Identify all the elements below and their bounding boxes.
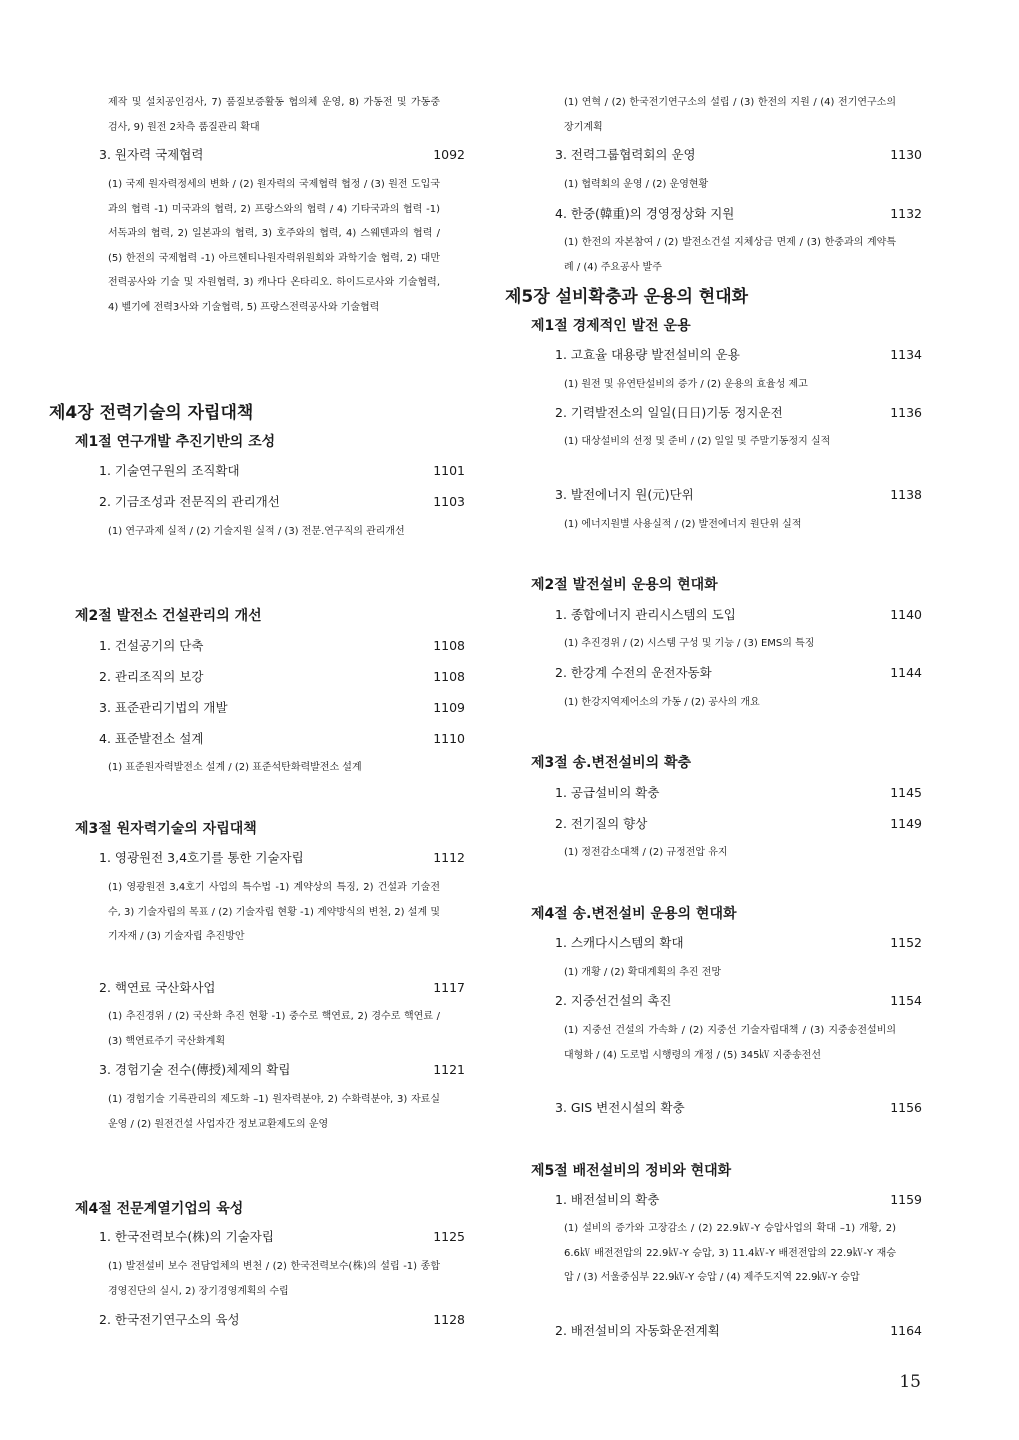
- toc-item-label: 1. 한국전력보수(株)의 기술자립: [99, 1229, 274, 1244]
- toc-item[interactable]: [555, 1099, 922, 1117]
- toc-sub-items: (1) 추진경위 / (2) 국산화 추진 현황 -1) 중수로 핵연료, 2) 경수로 핵연료 / (3) 핵연료주기 국산화계획: [108, 1011, 440, 1047]
- toc-item[interactable]: [99, 668, 465, 686]
- toc-page-number: 1140: [890, 607, 922, 622]
- toc-page-number: 1149: [890, 816, 922, 831]
- toc-item[interactable]: [555, 606, 922, 624]
- section-heading[interactable]: 제2절 발전소 건설관리의 개선: [75, 608, 262, 624]
- toc-item-label: 1. 배전설비의 확충: [555, 1192, 660, 1207]
- toc-item-label: 3. 표준관리기법의 개발: [99, 700, 228, 715]
- toc-page-number: 1112: [433, 850, 465, 865]
- toc-item-label: 1. 건설공기의 단축: [99, 638, 204, 653]
- toc-item[interactable]: [555, 486, 922, 504]
- toc-item-label: 2. 한국전기연구소의 육성: [99, 1312, 240, 1327]
- toc-item-label: 1. 영광원전 3,4호기를 통한 기술자립: [99, 850, 304, 865]
- chapter-heading[interactable]: 제5장 설비확충과 운용의 현대화: [505, 287, 749, 307]
- toc-item-label: 1. 공급설비의 확충: [555, 785, 660, 800]
- toc-item-label: 3. GIS 변전시설의 확충: [555, 1100, 685, 1115]
- toc-item-label: 1. 기술연구원의 조직확대: [99, 463, 240, 478]
- toc-item[interactable]: [99, 730, 465, 748]
- toc-page-number: 1152: [890, 935, 922, 950]
- toc-item-label: 2. 관리조직의 보강: [99, 669, 204, 684]
- toc-item[interactable]: [555, 146, 922, 164]
- toc-sub-items: (1) 협력회의 운영 / (2) 운영현황: [564, 179, 709, 190]
- toc-sub-items: (1) 추진경위 / (2) 시스템 구성 및 기능 / (3) EMS의 특징: [564, 638, 815, 649]
- toc-item[interactable]: [99, 849, 465, 867]
- toc-sub-items: (1) 원전 및 유연탄설비의 증가 / (2) 운용의 효율성 제고: [564, 379, 808, 390]
- toc-item-label: 3. 전력그룹협력회의 운영: [555, 147, 696, 162]
- toc-sub-items: (1) 영광원전 3,4호기 사업의 특수법 -1) 계약상의 특징, 2) 건설과 기술전수, 3) 기술자립의 목표 / (2) 기술자립 현황 -1) 계약방식의 변천, 2) 설계 및 기자재 / (3) 기술자립 추진방안: [108, 882, 440, 942]
- toc-page-number: 1138: [890, 487, 922, 502]
- toc-item-label: 1. 종합에너지 관리시스템의 도입: [555, 607, 736, 622]
- toc-sub-items: (1) 한전의 자본참여 / (2) 발전소건설 지체상금 면제 / (3) 한중과의 계약특례 / (4) 주요공사 발주: [564, 237, 896, 273]
- toc-page-number: 1154: [890, 993, 922, 1008]
- toc-sub-items: (1) 지중선 건설의 가속화 / (2) 지중선 기술자립대책 / (3) 지중송전설비의 대형화 / (4) 도로법 시행령의 개정 / (5) 345㎸ 지중송전선: [564, 1025, 896, 1061]
- toc-page-number: 1156: [890, 1100, 922, 1115]
- toc-page-number: 1136: [890, 405, 922, 420]
- toc-item-label: 4. 표준발전소 설계: [99, 731, 204, 746]
- section-heading[interactable]: 제1절 경제적인 발전 운용: [531, 318, 691, 334]
- toc-sub-items: (1) 표준원자력발전소 설계 / (2) 표준석탄화력발전소 설계: [108, 762, 362, 773]
- toc-item[interactable]: [555, 404, 922, 422]
- toc-page-number: 1164: [890, 1323, 922, 1338]
- toc-sub-items: (1) 에너지원별 사용실적 / (2) 발전에너지 원단위 실적: [564, 519, 802, 530]
- toc-item[interactable]: [99, 1061, 465, 1079]
- toc-item[interactable]: [555, 784, 922, 802]
- toc-item[interactable]: [555, 934, 922, 952]
- toc-sub-items: (1) 경험기술 기록관리의 제도화 –1) 원자력분야, 2) 수화력분야, 3) 자료실 운영 / (2) 원전건설 사업자간 정보교환제도의 운영: [108, 1094, 440, 1130]
- toc-item[interactable]: [555, 1191, 922, 1209]
- toc-item[interactable]: [555, 205, 922, 223]
- toc-page-number: 1117: [433, 980, 465, 995]
- toc-item-label: 3. 원자력 국제협력: [99, 147, 204, 162]
- toc-item-label: 2. 기력발전소의 일일(日日)기동 정지운전: [555, 405, 783, 420]
- toc-sub-items: (1) 정전감소대책 / (2) 규정전압 유지: [564, 847, 728, 858]
- toc-page-number: 1145: [890, 785, 922, 800]
- toc-sub-items: (1) 설비의 증가와 고장감소 / (2) 22.9㎸-Y 승압사업의 확대 –1) 개황, 2) 6.6㎸ 배전전압의 22.9㎸-Y 승압, 3) 11.4㎸-Y 배전전압의 22.9㎸-Y 재승압 / (3) 서울중심부 22.9㎸-Y 승압 / (4) 제주도지역 22.9㎸-Y 승압: [564, 1223, 896, 1283]
- page-number: 15: [899, 1372, 921, 1392]
- toc-item[interactable]: [99, 1311, 465, 1329]
- toc-item[interactable]: [555, 992, 922, 1010]
- toc-sub-items: (1) 연혁 / (2) 한국전기연구소의 설립 / (3) 한전의 지원 / (4) 전기연구소의 장기계획: [564, 97, 896, 133]
- section-heading[interactable]: 제2절 발전설비 운용의 현대화: [531, 577, 718, 593]
- toc-sub-items: (1) 개황 / (2) 확대계획의 추진 전망: [564, 967, 722, 978]
- toc-page-number: 1109: [433, 700, 465, 715]
- toc-page-number: 1144: [890, 665, 922, 680]
- toc-item-label: 2. 기금조성과 전문직의 관리개선: [99, 494, 280, 509]
- section-heading[interactable]: 제3절 원자력기술의 자립대책: [75, 821, 257, 837]
- toc-item[interactable]: [555, 1322, 922, 1340]
- toc-page-number: 1108: [433, 669, 465, 684]
- toc-item[interactable]: [99, 493, 465, 511]
- section-heading[interactable]: 제5절 배전설비의 정비와 현대화: [531, 1163, 732, 1179]
- toc-page-number: 1110: [433, 731, 465, 746]
- toc-item-label: 2. 배전설비의 자동화운전계획: [555, 1323, 720, 1338]
- toc-item[interactable]: [99, 146, 465, 164]
- toc-item-label: 2. 전기질의 향상: [555, 816, 648, 831]
- toc-page-number: 1134: [890, 347, 922, 362]
- toc-item-label: 2. 핵연료 국산화사업: [99, 980, 216, 995]
- toc-page-number: 1132: [890, 206, 922, 221]
- section-heading[interactable]: 제4절 전문계열기업의 육성: [75, 1201, 244, 1217]
- toc-page-number: 1159: [890, 1192, 922, 1207]
- toc-item[interactable]: [99, 462, 465, 480]
- toc-item[interactable]: [555, 815, 922, 833]
- toc-item-label: 2. 한강계 수전의 운전자동화: [555, 665, 712, 680]
- toc-item-label: 1. 스캐다시스템의 확대: [555, 935, 684, 950]
- toc-sub-items: (1) 국제 원자력정세의 변화 / (2) 원자력의 국제협력 협정 / (3) 원전 도입국과의 협력 -1) 미국과의 협력, 2) 프랑스와의 협력 / 4) 기타국과의 협력 -1) 서독과의 협력, 2) 일본과의 협력, 3) 호주와의 협력, 4) 스웨덴과의 협력 / (5) 한전의 국제협력 -1) 아르헨티나원자력위원회와 과학기술 협력, 2) 대만전력공사와 기술 및 자원협력, 3) 캐나다 온타리오. 하이드로사와 기술협력, 4) 벨기에 전력3사와 기술협력, 5) 프랑스전력공사와 기술협력: [108, 179, 440, 313]
- toc-item-label: 1. 고효율 대용량 발전설비의 운용: [555, 347, 740, 362]
- toc-item[interactable]: [99, 979, 465, 997]
- section-heading[interactable]: 제1절 연구개발 추진기반의 조성: [75, 434, 276, 450]
- toc-page-number: 1128: [433, 1312, 465, 1327]
- toc-sub-items: (1) 한강지역제어소의 가동 / (2) 공사의 개요: [564, 697, 760, 708]
- toc-item-label: 4. 한중(韓重)의 경영정상화 지원: [555, 206, 735, 221]
- section-heading[interactable]: 제3절 송.변전설비의 확충: [531, 755, 692, 771]
- toc-item[interactable]: [99, 1228, 465, 1246]
- toc-page-number: 1108: [433, 638, 465, 653]
- toc-page-number: 1103: [433, 494, 465, 509]
- toc-item[interactable]: [555, 664, 922, 682]
- toc-sub-items: (1) 발전설비 보수 전담업체의 변천 / (2) 한국전력보수(株)의 설립 -1) 종합경영진단의 실시, 2) 장기경영계획의 수립: [108, 1261, 440, 1297]
- toc-sub-items: 제작 및 설치공인검사, 7) 품질보증활동 협의체 운영, 8) 가동전 및 가동중 검사, 9) 원전 2차측 품질관리 확대: [108, 97, 440, 133]
- chapter-heading[interactable]: 제4장 전력기술의 자립대책: [49, 403, 254, 423]
- toc-item[interactable]: [555, 346, 922, 364]
- toc-page-number: 1130: [890, 147, 922, 162]
- toc-page-number: 1125: [433, 1229, 465, 1244]
- toc-page-number: 1121: [433, 1062, 465, 1077]
- toc-item-label: 3. 경험기술 전수(傳授)체제의 확립: [99, 1062, 291, 1077]
- toc-item-label: 3. 발전에너지 원(元)단위: [555, 487, 694, 502]
- toc-item-label: 2. 지중선건설의 촉진: [555, 993, 672, 1008]
- toc-item[interactable]: [99, 699, 465, 717]
- toc-page-number: 1092: [433, 147, 465, 162]
- toc-sub-items: (1) 대상설비의 선정 및 준비 / (2) 일일 및 주말기동정지 실적: [564, 436, 831, 447]
- toc-sub-items: (1) 연구과제 실적 / (2) 기술지원 실적 / (3) 전문.연구직의 관리개선: [108, 526, 405, 537]
- toc-item[interactable]: [99, 637, 465, 655]
- section-heading[interactable]: 제4절 송.변전설비 운용의 현대화: [531, 906, 737, 922]
- toc-page-number: 1101: [433, 463, 465, 478]
